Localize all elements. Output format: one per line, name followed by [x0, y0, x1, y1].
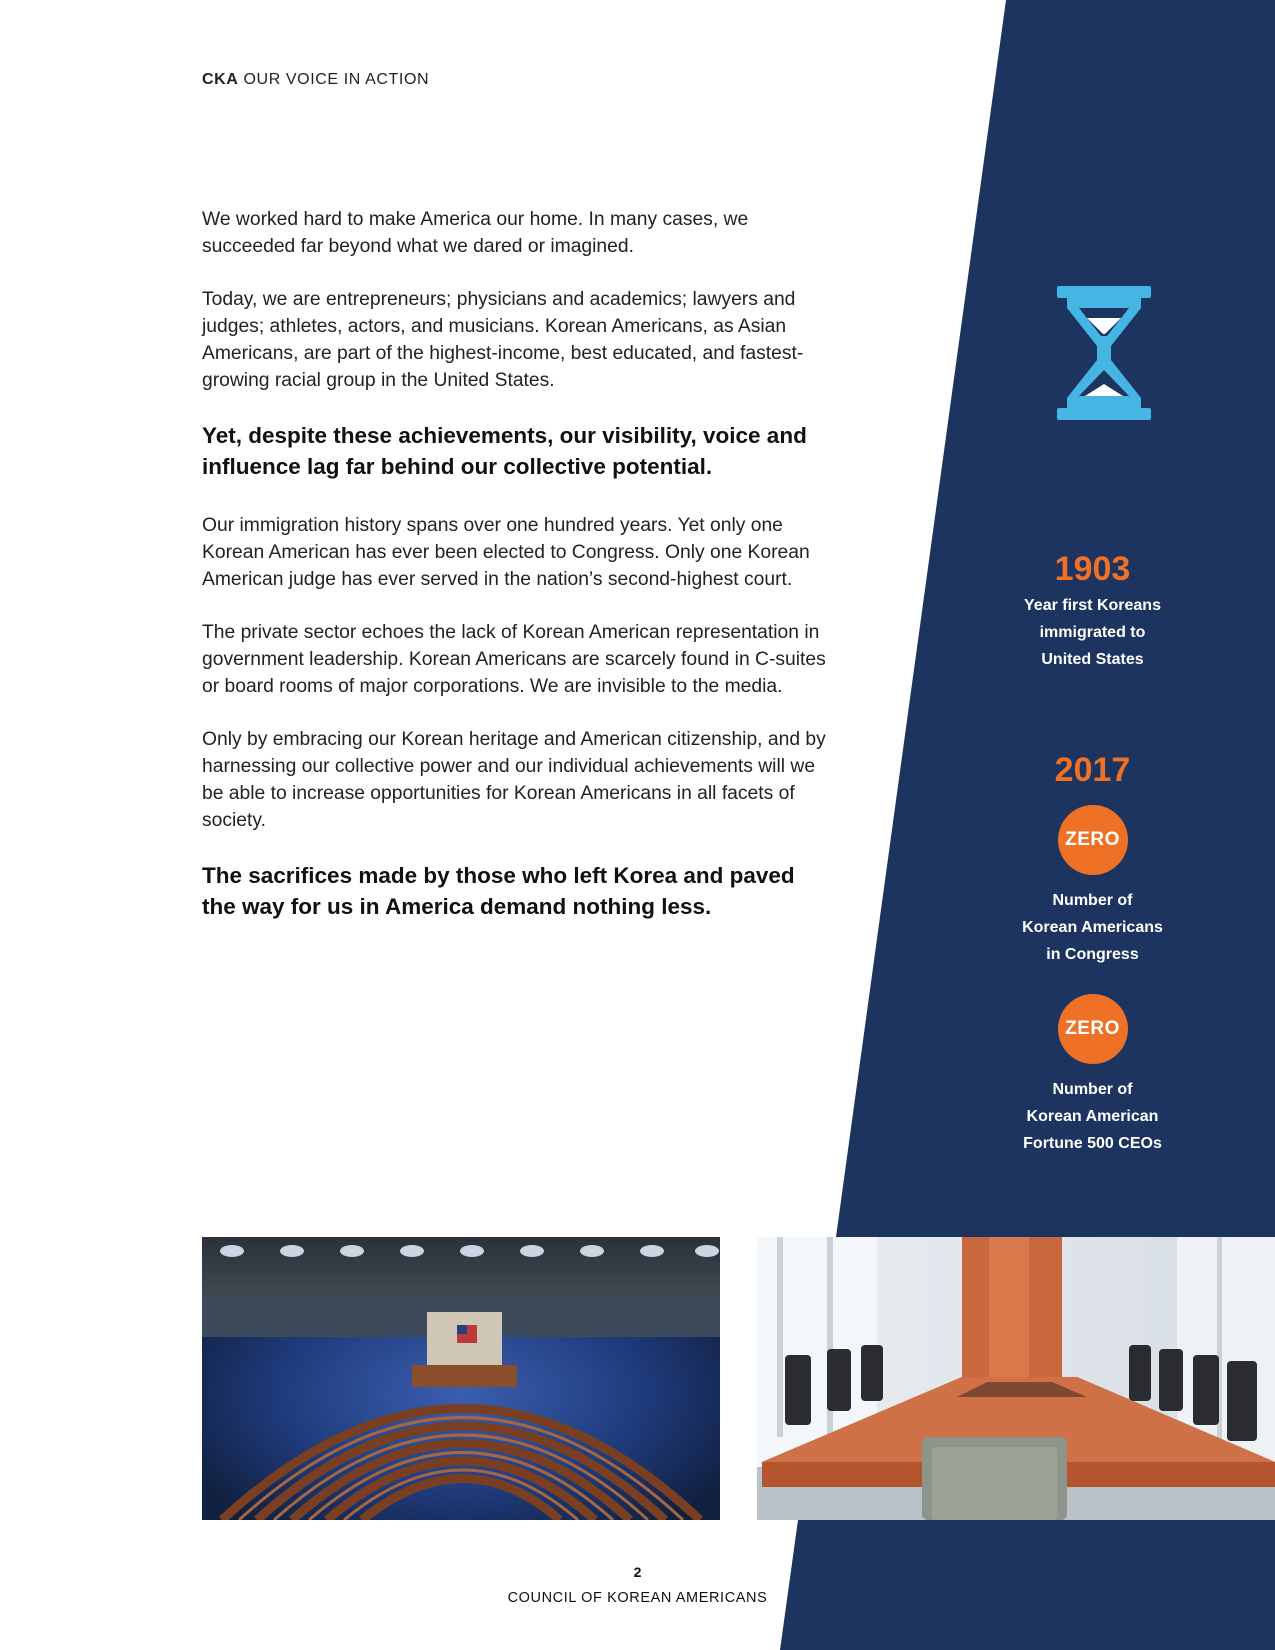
- paragraph-heritage: Only by embracing our Korean heritage and American citizenship, and by harnessing our collective power and our individual achievements will we be able to increase opportunities for Korean Americans in all facets of society.: [202, 729, 826, 831]
- page-header: [202, 71, 429, 89]
- stat-label-line: in Congress: [1046, 946, 1139, 963]
- stat-year: 1903: [1054, 550, 1131, 588]
- emphasis-sacrifices: The sacrifices made by those who left Korea and paved the way for us in America demand nothing less.: [202, 863, 795, 919]
- stat-label: [1000, 887, 1185, 968]
- stat-label-line: immigrated to: [1039, 624, 1146, 641]
- paragraph-immigration-history: Our immigration history spans over one hundred years. Yet only one Korean American has ever been elected to Congress. Only one Korean American judge has ever served in the nation’s second-highest court.: [202, 515, 810, 590]
- stat-2017: [1000, 751, 1185, 789]
- paragraph-achievements: Today, we are entrepreneurs; physicians and academics; lawyers and judges; athletes, actors, and musicians. Korean Americans, as Asian Americans, are part of the highest-income, best educated, and fastest-growing racial group in the United States.: [202, 289, 804, 391]
- stat-label: [1000, 1076, 1185, 1157]
- stat-label-line: United States: [1041, 651, 1144, 668]
- body-text-column: [202, 206, 832, 952]
- stat-label-line: Korean American: [1026, 1108, 1159, 1125]
- section-label: OUR VOICE IN ACTION: [243, 71, 430, 88]
- stat-label-line: Year first Koreans: [1024, 597, 1161, 614]
- zero-badge: ZERO: [1058, 994, 1128, 1064]
- hourglass-icon: [1057, 286, 1151, 420]
- footer-org-name: COUNCIL OF KOREAN AMERICANS: [507, 1590, 768, 1606]
- stat-label-line: Korean Americans: [1022, 919, 1163, 936]
- sidebar-lower-panel: [780, 1520, 1275, 1650]
- stat-fortune-500: [1000, 994, 1185, 1157]
- stat-label-line: Fortune 500 CEOs: [1023, 1135, 1162, 1152]
- stat-label-line: Number of: [1052, 892, 1133, 909]
- page-number: 2: [633, 1564, 642, 1580]
- boardroom-photo: [757, 1237, 1275, 1520]
- stat-year: 2017: [1054, 751, 1131, 789]
- stat-label: [1000, 592, 1185, 673]
- zero-badge: ZERO: [1058, 805, 1128, 875]
- paragraph-private-sector: The private sector echoes the lack of Korean American representation in government leadership. Korean Americans are scarcely found in C-suites or board rooms of major corporations. We are invisible to the media.: [202, 622, 826, 697]
- emphasis-visibility: Yet, despite these achievements, our visibility, voice and influence lag far behind our collective potential.: [202, 423, 807, 479]
- stat-congress: [1000, 805, 1185, 968]
- stat-label-line: Number of: [1052, 1081, 1133, 1098]
- congress-chamber-photo: [202, 1237, 720, 1520]
- brand-label: CKA: [202, 71, 239, 88]
- stat-1903: [1000, 550, 1185, 673]
- paragraph-home: We worked hard to make America our home. In many cases, we succeeded far beyond what we dared or imagined.: [202, 209, 749, 257]
